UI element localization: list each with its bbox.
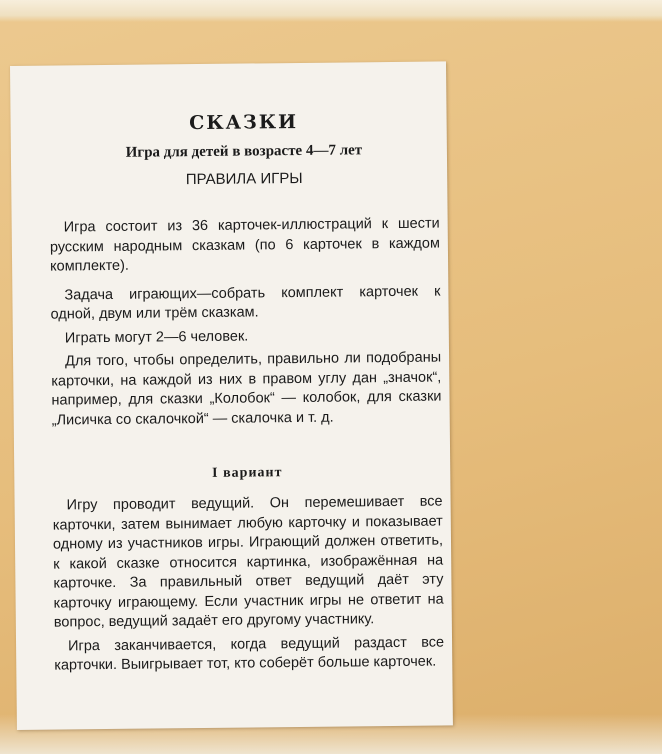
intro-paragraph: Задача играющих—собрать комплект карточек к одной, двум или трём сказкам.: [50, 283, 441, 323]
variant-heading: I вариант: [212, 465, 283, 481]
variant-paragraph: Игру проводит ведущий. Он перемешивает все карточки, затем вынимает любую карточку и показывает одному из участников игры. Играющий должен ответить, к какой сказке относится картинка, изображённая на карточке. За правильный ответ ведущий даёт эту карточку играющему. Если участник игры не ответит на вопрос, ведущий задаёт его другому участнику.: [52, 493, 444, 631]
intro-paragraph: Играть могут 2—6 человек.: [64, 328, 249, 346]
variant-paragraph: Игра заканчивается, когда ведущий раздаст все карточки. Выигрывает тот, кто соберёт больше карточек.: [54, 633, 445, 674]
intro-paragraph: Для того, чтобы определить, правильно ли подобраны карточки, на каждой из них в правом углу дан „значок“, например, для сказки „Колобок“ — колобок, для сказки „Лисичка со скалочкой“ — скалочка и т. д.: [51, 349, 442, 429]
rules-heading: ПРАВИЛА ИГРЫ: [185, 169, 303, 189]
intro-paragraph: Игра состоит из 36 карточек-иллюстраций к шести русским народным сказкам (по 6 карточек в каждом комплекте).: [49, 215, 440, 275]
backing-top-edge: [0, 0, 662, 22]
leaflet-content: [49, 110, 445, 681]
rules-leaflet: [10, 61, 453, 730]
document-subtitle: Игра для детей в возрасте 4—7 лет: [125, 142, 363, 161]
document-title: СКАЗКИ: [189, 110, 299, 135]
